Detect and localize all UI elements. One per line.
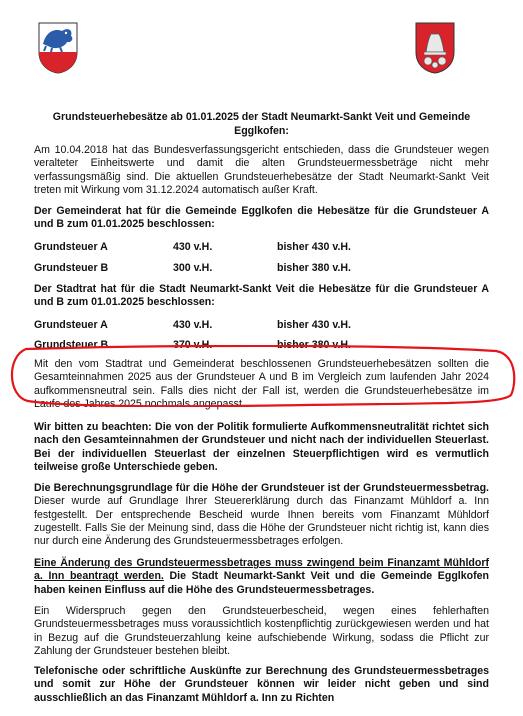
rate-row-neumarkt-b — [34, 339, 489, 353]
attention-paragraph: Wir bitten zu beachten: Die von der Politik formulierte Aufkommensneutralität richtet sich nach den Gesamteinnahmen der Grundsteuer und nicht nach der individuellen Steuerlast. Bei der individuellen Steuerlast der einzelnen Steuerpflichtigen wird es vermutlich teilweise große Unterschiede geben. — [34, 421, 489, 473]
rate-old: bisher 380 v.H. — [277, 339, 351, 351]
rate-old: bisher 430 v.H. — [277, 241, 351, 253]
document-title: Grundsteuerhebesätze ab 01.01.2025 der Stadt Neumarkt-Sankt Veit und Gemeinde Egglkofen: — [52, 111, 471, 137]
rate-label: Grundsteuer B — [34, 262, 109, 274]
neumarkt-heading: Der Stadtrat hat für die Stadt Neumarkt-Sankt Veit die Hebesätze für die Grundsteuer A und B zum 01.01.2025 beschlossen: — [34, 283, 489, 309]
contact-paragraph: Telefonische oder schriftliche Auskünfte zur Berechnung des Grundsteuermessbetrages und somit zur Höhe der Grundsteuer können wir leider nicht geben und sind ausschließlich an das Finanzamt Mühldorf a. Inn zu Richten — [34, 665, 489, 704]
rate-label: Grundsteuer A — [34, 241, 108, 253]
rate-old: bisher 380 v.H. — [277, 262, 351, 274]
basis-paragraph — [34, 482, 489, 548]
objection-paragraph: Ein Widerspruch gegen den Grundsteuerbescheid, wegen eines fehlerhaften Grundsteuermessbetrages muss voraussichtlich kostenpflichtig zurückgewiesen werden und hat in Bezug auf die Grundsteuerzahlung keine aufschiebende Wirkung, sodass die Pflicht zur Zahlung der Grundsteuer bestehen bleibt. — [34, 605, 489, 657]
rate-old: bisher 430 v.H. — [277, 319, 351, 331]
rate-row-egglkofen-b — [34, 262, 489, 276]
rate-row-egglkofen-a — [34, 241, 489, 255]
egglkofen-crest-icon — [415, 22, 455, 74]
rate-new: 300 v.H. — [173, 262, 213, 274]
neumarkt-sankt-veit-crest-icon — [38, 22, 78, 74]
egglkofen-heading: Der Gemeinderat hat für die Gemeinde Egglkofen die Hebesätze für die Grundsteuer A und B zum 01.01.2025 beschlossen: — [34, 205, 489, 231]
rate-new: 430 v.H. — [173, 319, 213, 331]
rate-label: Grundsteuer A — [34, 319, 108, 331]
rate-row-neumarkt-a — [34, 319, 489, 333]
change-paragraph — [34, 557, 489, 597]
rate-new: 370 v.H. — [173, 339, 213, 351]
rate-label: Grundsteuer B — [34, 339, 109, 351]
change-underlined: Eine Änderung des Grundsteuermessbetrages muss zwingend beim Finanzamt Mühldorf a. Inn beantragt werden. — [34, 557, 489, 583]
revenue-note: Mit den vom Stadtrat und Gemeinderat beschlossenen Grundsteuerhebesätzen sollten die Gesamteinnahmen 2025 aus der Grundsteuer A und B im Vergleich zum laufenden Jahr 2024 aufkommensneutral sein. Falls dies nicht der Fall ist, werden die Grundsteuerhebesätze im Laufe des Jahres 2025 nochmals angepasst. — [34, 358, 489, 410]
rate-new: 430 v.H. — [173, 241, 213, 253]
basis-text: Dieser wurde auf Grundlage Ihrer Steuererklärung durch das Finanzamt Mühldorf a. Inn festgestellt. Der entsprechende Bescheid wurde Ihnen bereits vom Finanzamt Mühldorf zugestellt. Falls Sie der Meinung sind, dass die Höhe der Grundsteuer nicht richtig ist, kann dies nur durch eine Änderung des Grundsteuermessbetrages erfolgen. — [34, 495, 489, 548]
intro-paragraph: Am 10.04.2018 hat das Bundesverfassungsgericht entschieden, dass die Grundsteuer wegen veralteter Einheitswerte und damit die alten Grundsteuermessbeträge nicht mehr verfassungsmäßig sind. Die aktuellen Grundsteuerhebesätze der Stadt Neumarkt-Sankt Veit treten mit Wirkung vom 31.12.2024 automatisch außer Kraft. — [34, 144, 489, 196]
basis-bold: Die Berechnungsgrundlage für die Höhe der Grundsteuer ist der Grundsteuermessbetrag. — [34, 482, 489, 494]
change-rest: Die Stadt Neumarkt-Sankt Veit und die Gemeinde Egglkofen haben keinen Einfluss auf die Höhe des Grundsteuermessbetrages. — [34, 570, 489, 596]
